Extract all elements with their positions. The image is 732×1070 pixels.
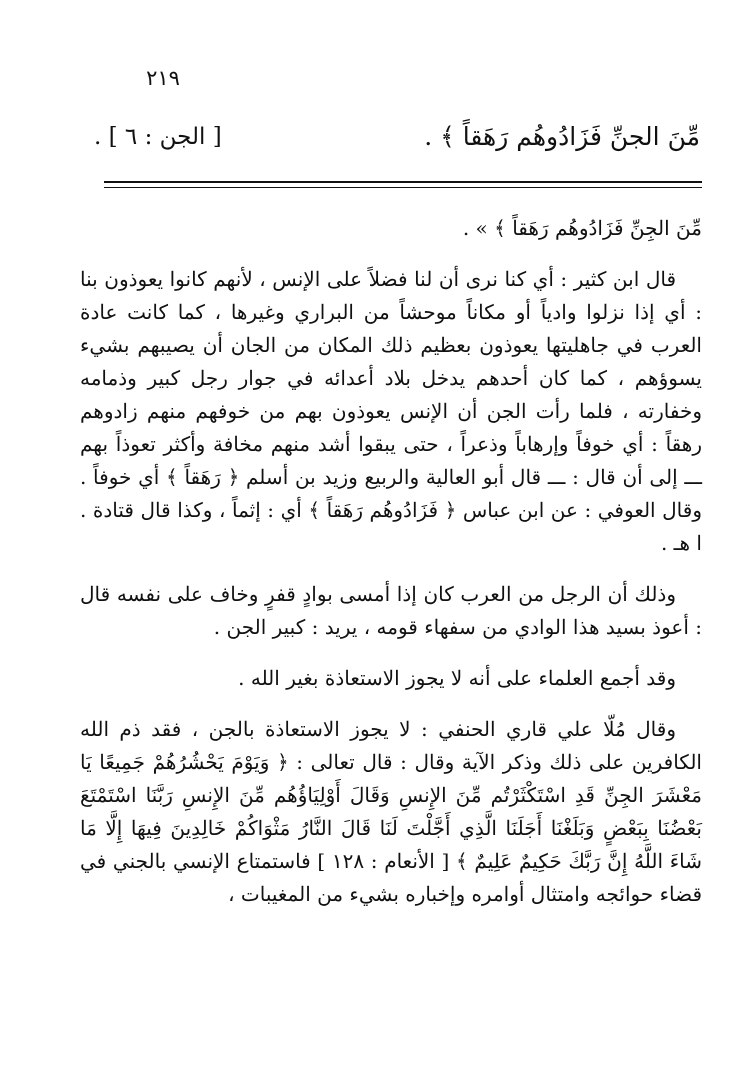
paragraph-arab-custom: وذلك أن الرجل من العرب كان إذا أمسى بوادٍ قفرٍ وخاف على نفسه قال : أعوذ بسيد هذا الوادي من سفهاء قومه ، يريد : كبير الجن . bbox=[80, 582, 702, 639]
paragraph-ibn-kathir: قال ابن كثير : أي كنا نرى أن لنا فضلاً على الإنس ، لأنهم كانوا يعوذون بنا : أي إذا نزلوا وادياً أو مكاناً موحشاً من البراري وغيرها ، كما كانت عادة العرب في جاهليتها يعوذون بعظيم ذلك المكان من الجان أن يصيبهم بشيء يسوؤهم ، كما كان أحدهم يدخل بلاد أعدائه في جوار رجل كبير وذمامه وخفارته ، فلما رأت الجن أن الإنس يعوذون بهم من خوفهم منهم زادوهم رهقاً : أي خوفاً وإرهاباً وذعراً ، حتى يبقوا أشد منهم مخافة وأكثر تعوذاً بهم ـــ إلى أن قال : ـــ قال أبو العالية والربيع وزيد بن أسلم ﴿ رَهَقاً ﴾ أي خوفاً . وقال العوفي : عن ابن عباس ﴿ فَزَادُوهُم رَهَقاً ﴾ أي : إثماً ، وكذا قال قتادة . ا هـ . bbox=[80, 267, 702, 555]
header-surah-reference: [ الجن : ٦ ] . bbox=[94, 124, 222, 150]
page-number: ٢١٩ bbox=[146, 66, 180, 90]
header-ayah: مِّنَ الجنِّ فَزَادُوهُم رَهَقاً ﴾ . bbox=[424, 122, 700, 151]
continued-ayah-line: مِّنَ الجِنِّ فَزَادُوهُم رَهَقاً ﴾ » . bbox=[462, 216, 702, 240]
running-header bbox=[80, 118, 700, 168]
header-rule-thick bbox=[104, 181, 702, 183]
paragraph-mulla-ali-qari: وقال مُلّا علي قاري الحنفي : لا يجوز الاستعاذة بالجن ، فقد ذم الله الكافرين على ذلك وذكر الآية وقال : قال تعالى : ﴿ وَيَوْمَ يَحْشُرُهُمْ جَمِيعًا يَا مَعْشَرَ الجِنِّ قَدِ اسْتَكْثَرْتُم مِّنَ الإِنسِ وَقَالَ أَوْلِيَاؤُهُم مِّنَ الإِنسِ رَبَّنَا اسْتَمْتَعَ بَعْضُنَا بِبَعْضٍ وَبَلَغْنَا أَجَلَنَا الَّذِي أَجَّلْتَ لَنَا قَالَ النَّارُ مَثْوَاكُمْ خَالِدِينَ فِيهَا إِلَّا مَا شَاءَ اللَّهُ إِنَّ رَبَّكَ حَكِيمٌ عَلِيمٌ ﴾ [ الأنعام : ١٢٨ ] فاستمتاع الإنسي بالجني في قضاء حوائجه وامتثال أوامره وإخباره بشيء من المغيبات ، bbox=[80, 717, 702, 906]
header-rule-thin bbox=[104, 187, 702, 188]
paragraph-scholars-consensus: وقد أجمع العلماء على أنه لا يجوز الاستعاذة بغير الله . bbox=[238, 666, 676, 690]
page-body bbox=[80, 212, 702, 911]
